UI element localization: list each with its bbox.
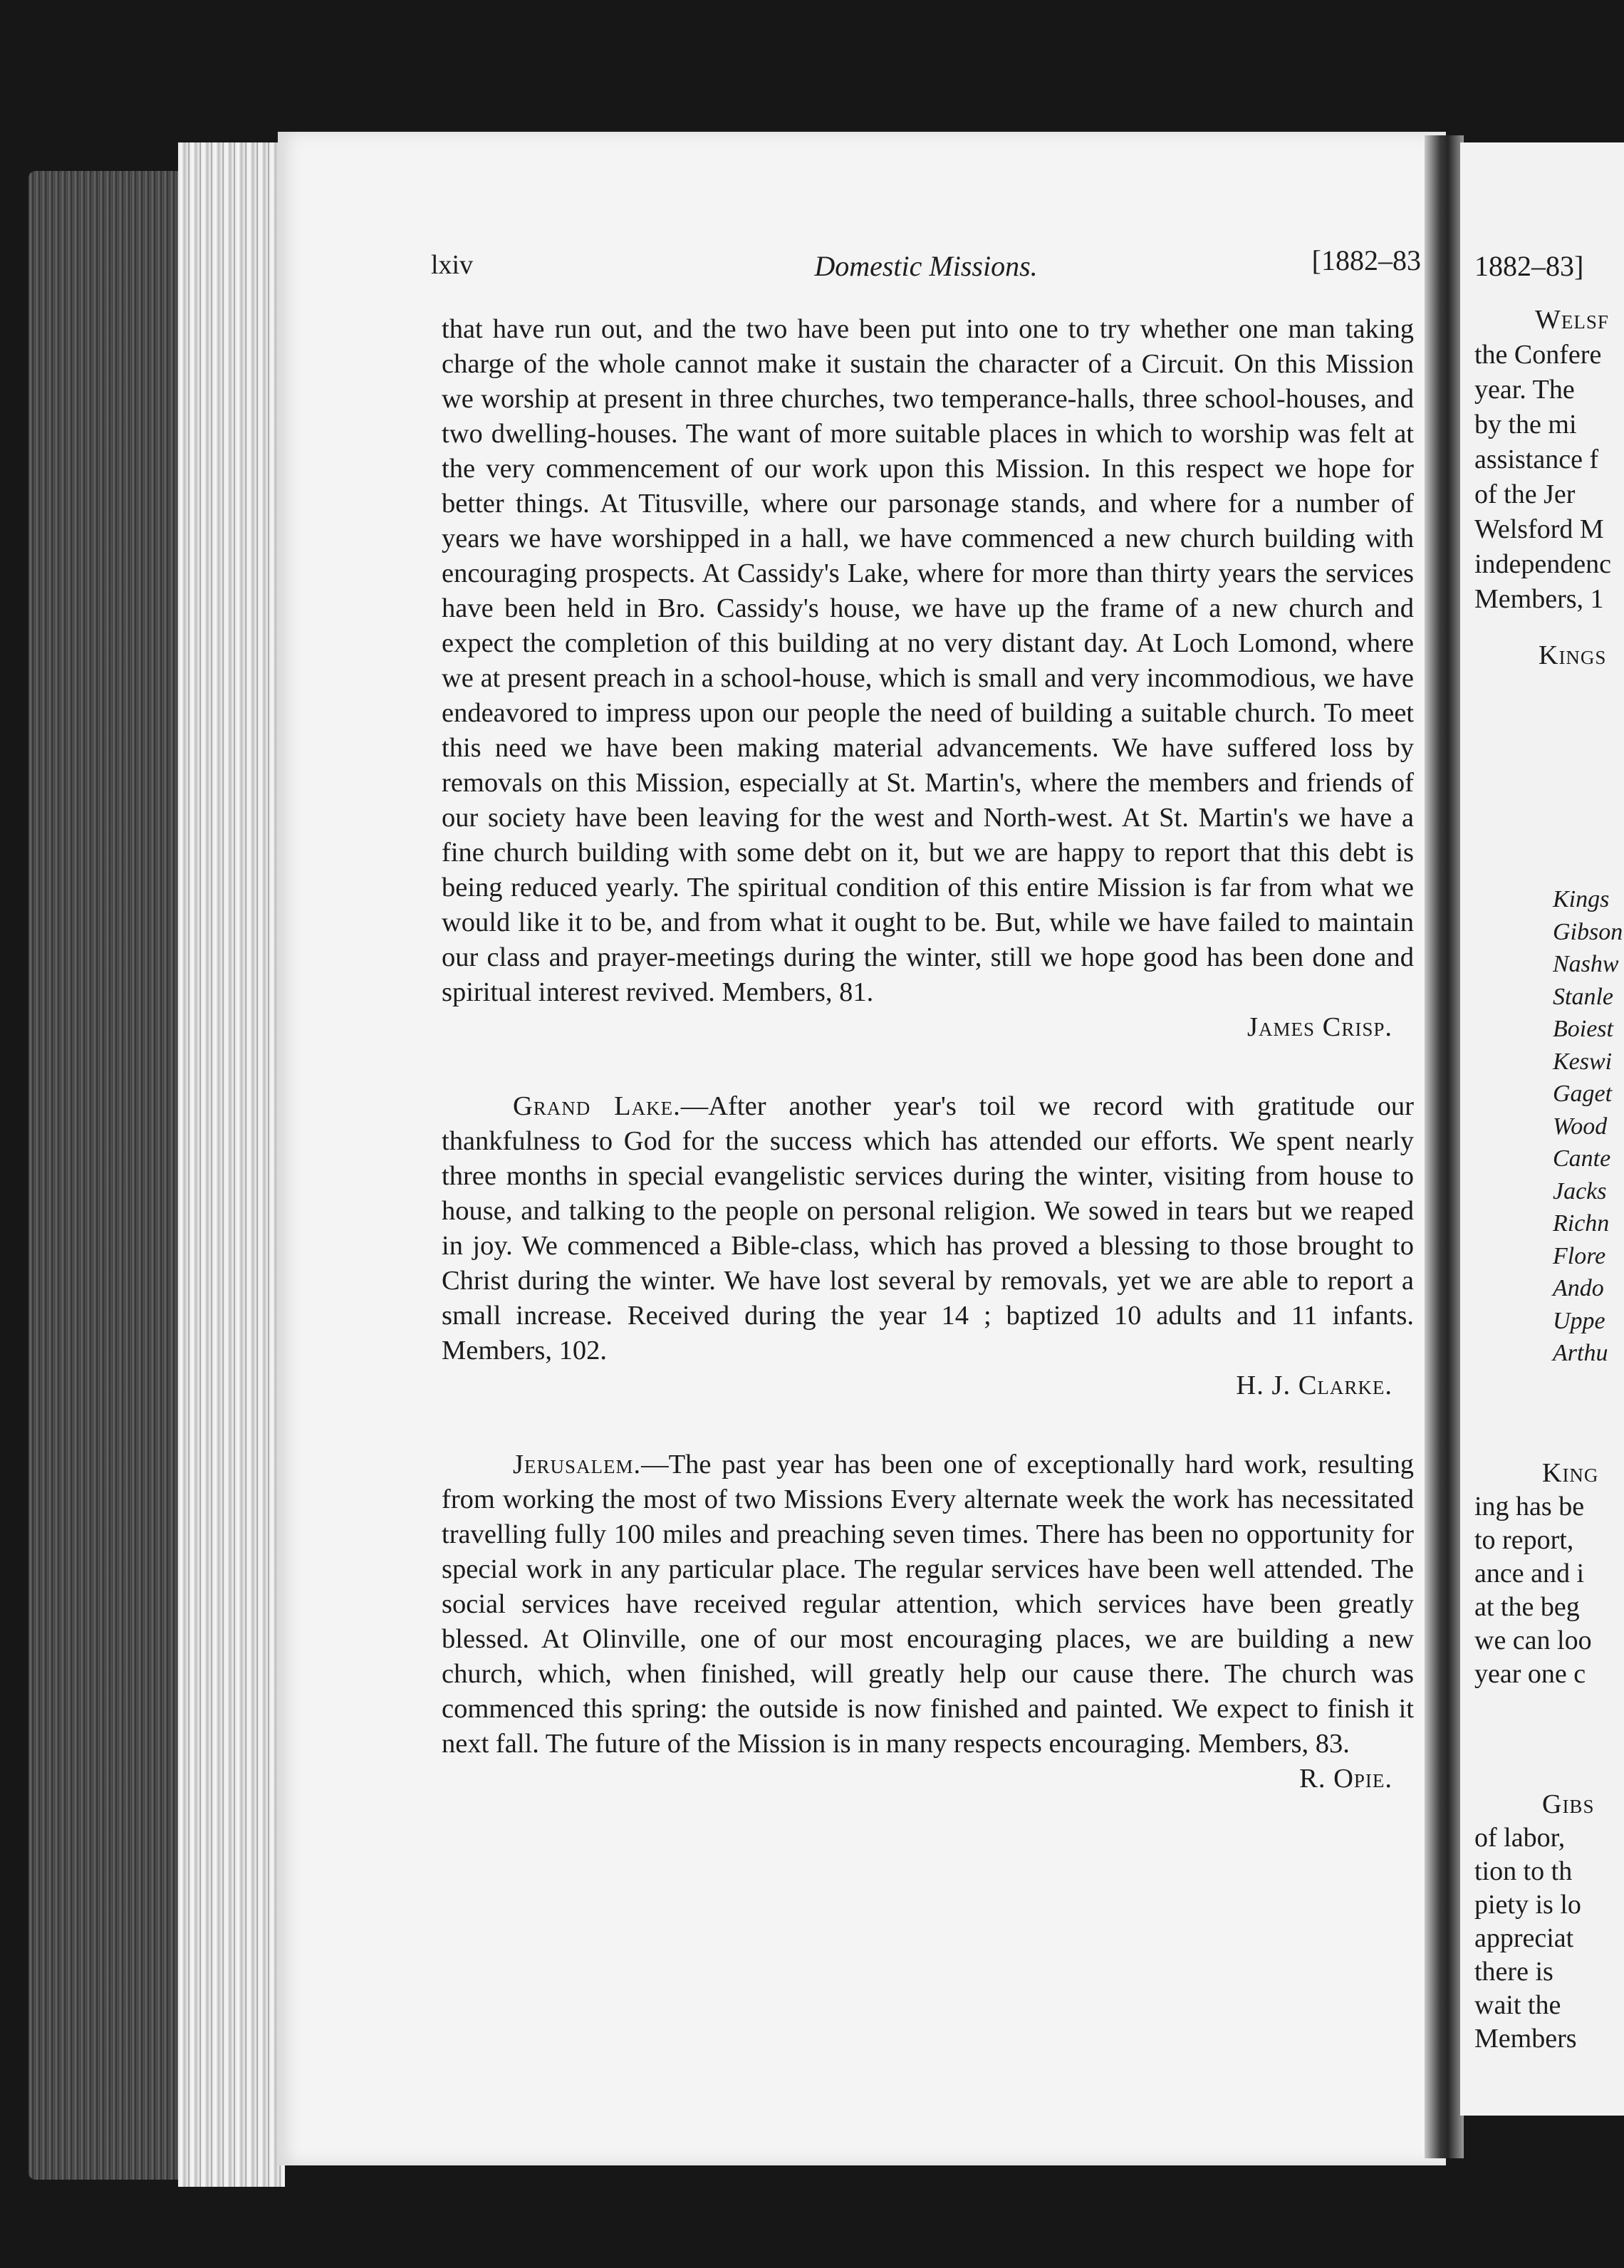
- paragraph-jerusalem: [442, 1447, 1414, 1762]
- right-lines-top: Welsf the Confere year. The by the mi assistance f of the Jer Welsford M independenc Members, 1 Kings: [1474, 305, 1612, 670]
- right-year-range: 1882–83]: [1474, 250, 1584, 282]
- section-heading: Jerusalem.: [513, 1450, 642, 1479]
- right-lines-bottom: Gibs of labor, tion to th piety is lo appreciat there is wait the Members: [1474, 1789, 1595, 2054]
- page-number: lxiv: [431, 250, 474, 280]
- running-title: Domestic Missions.: [814, 250, 1038, 282]
- book-gutter: [1425, 135, 1464, 2158]
- right-page: [1460, 142, 1624, 2116]
- paragraph: that have run out, and the two have been put into one to try whether one man taking charge of the whole cannot make it sustain the character of a Circuit. On this Mission we worship at present in three churches, two temperance-halls, three school-houses, and two dwelling-houses. The want of more suitable places in which to worship was felt at the very commencement of our work upon this Mission. In this respect we hope for better things. At Titusville, where our parsonage stands, and where for a number of years we have worshipped in a hall, we have commenced a new church building with encouraging prospects. At Cassidy's Lake, where for more than thirty years the services have been held in Bro. Cassidy's house, we have up the frame of a new church and expect the completion of this building at no very distant day. At Loch Lomond, where we at present preach in a school-house, which is small and very incommodious, we have endeavored to impress upon our people the need of building a suitable church. To meet this need we have been making material advancements. We have suffered loss by removals on this Mission, especially at St. Martin's, where the members and friends of our society have been leaving for the west and North-west. At St. Martin's we have a fine church building with some debt on it, but we are happy to report that this debt is being reduced yearly. The spiritual condition of this entire Mission is far from what we would like it to be, and from what it ought to be. But, while we have failed to maintain our class and prayer-meetings during the winter, still we hope good has been done and spiritual interest revived. Members, 81.: [442, 314, 1414, 1007]
- signature: James Crisp.: [1247, 1012, 1393, 1042]
- left-page-header: [431, 244, 1421, 292]
- signature: R. Opie.: [1299, 1764, 1393, 1794]
- left-page-body: [442, 312, 1414, 1796]
- right-list: Kings Gibson Nashw Stanle Boiest Keswi Gaget Wood Cante Jacks Richn Flore Ando Uppe Arthu: [1553, 886, 1623, 1366]
- section-heading: Grand Lake.: [513, 1091, 681, 1121]
- paragraph-text: —The past year has been one of exceptionally hard work, resulting from working the most of two Missions Every alternate week the work has necessitated travelling fully 100 miles and preaching seven times. There has been no opportunity for special work in any particular place. The regular services have been well attended. The social services have received regular attention, which services have been greatly blessed. At Olinville, one of our most encouraging places, we are building a new church, which, when finished, will greatly help our cause there. The church was commenced this spring: the outside is now finished and painted. We expect to finish it next fall. The future of the Mission is in many respects encouraging. Members, 83.: [442, 1450, 1414, 1759]
- year-range: [1882–83: [1311, 244, 1421, 276]
- book-spine-edge: [28, 171, 185, 2180]
- paragraph-grand-lake: [442, 1089, 1414, 1368]
- paragraph-text: —After another year's toil we record with gratitude our thankfulness to God for the success which has attended our efforts. We spent nearly three months in special evangelistic services during the winter, visiting from house to house, and talking to the people on personal religion. We sowed in tears but we reaped in joy. We commenced a Bible-class, which has proved a blessing to those brought to Christ during the winter. We have lost several by removals, yet we are able to report a small increase. Received during the year 14 ; baptized 10 adults and 11 infants. Members, 102.: [442, 1091, 1414, 1366]
- right-lines-mid: King ing has be to report, ance and i at the beg we can loo year one c: [1474, 1458, 1599, 1689]
- page-edges: [178, 142, 285, 2187]
- signature: H. J. Clarke.: [1236, 1370, 1393, 1400]
